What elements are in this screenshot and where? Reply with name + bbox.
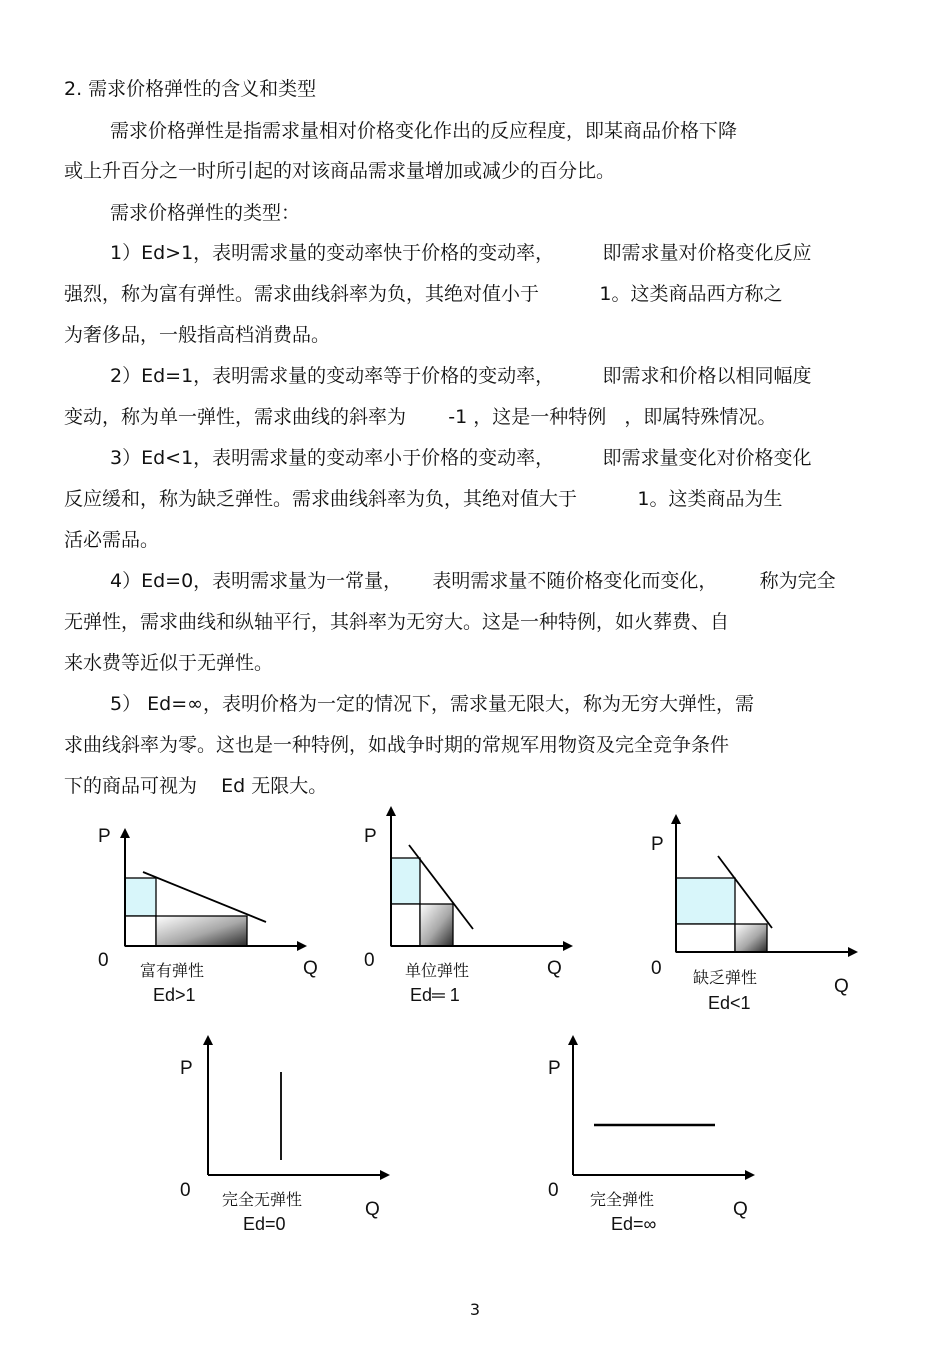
revenue-area-gray <box>735 924 767 952</box>
graph-subcaption: Ed<1 <box>708 993 751 1013</box>
item5-line: 求曲线斜率为零。这也是一种特例，如战争时期的常规军用物资及完全竞争条件 <box>64 734 730 756</box>
item4-line: 来水费等近似于无弹性。 <box>64 652 274 674</box>
q-axis-label: Q <box>365 1199 380 1220</box>
types-intro: 需求价格弹性的类型： <box>110 202 301 224</box>
graph-perfectly-inelastic <box>208 1037 388 1175</box>
item4-line: 无弹性，需求曲线和纵轴平行，其斜率为无穷大。这是一种特例，如火葬费、自 <box>64 611 730 633</box>
item5-line: 5） Ed=∞，表明价格为一定的情况下，需求量无限大，称为无穷大弹性，需 <box>110 693 754 715</box>
p-axis-label: P <box>548 1058 561 1079</box>
p-axis-label: P <box>98 826 111 847</box>
revenue-area-cyan <box>125 878 156 916</box>
revenue-area-cyan <box>676 878 735 924</box>
item1-line: 1）Ed>1，表明需求量的变动率快于价格的变动率， 即需求量对价格变化反应 <box>110 242 812 264</box>
origin-label: 0 <box>98 950 109 971</box>
item5-line: 下的商品可视为 Ed 无限大。 <box>64 775 328 797</box>
graph-caption: 完全弹性 <box>590 1190 655 1209</box>
q-axis-label: Q <box>834 976 849 997</box>
revenue-area-gray <box>156 916 247 946</box>
item1-line: 强烈，称为富有弹性。需求曲线斜率为负，其绝对值小于 1。这类商品西方称之 <box>64 283 783 305</box>
graph-caption: 富有弹性 <box>140 961 205 980</box>
revenue-area-gray <box>420 904 453 946</box>
revenue-area-white <box>125 916 156 946</box>
revenue-area-white <box>391 904 420 946</box>
item3-line: 反应缓和，称为缺乏弹性。需求曲线斜率为负，其绝对值大于 1。这类商品为生 <box>64 488 783 510</box>
p-axis-label: P <box>180 1058 193 1079</box>
q-axis-label: Q <box>547 958 562 979</box>
graph-unit <box>391 808 571 946</box>
graph-subcaption: Ed═ 1 <box>410 985 460 1005</box>
graph-caption: 单位弹性 <box>405 961 470 980</box>
demand-curve <box>143 872 266 922</box>
q-axis-label: Q <box>303 958 318 979</box>
section-heading: 2. 需求价格弹性的含义和类型 <box>64 78 317 100</box>
p-axis-label: P <box>651 834 664 855</box>
revenue-area-cyan <box>391 858 420 904</box>
p-axis-label: P <box>364 826 377 847</box>
origin-label: 0 <box>364 950 375 971</box>
item3-line: 活必需品。 <box>64 529 160 551</box>
revenue-area-white <box>676 924 735 952</box>
graph-perfectly-elastic <box>573 1037 753 1175</box>
item3-line: 3）Ed<1，表明需求量的变动率小于价格的变动率， 即需求量变化对价格变化 <box>110 447 812 469</box>
graph-inelastic <box>676 816 856 952</box>
graph-caption: 缺乏弹性 <box>693 968 758 987</box>
page-number: 3 <box>469 1300 481 1319</box>
origin-label: 0 <box>651 958 662 979</box>
item4-line: 4）Ed=0，表明需求量为一常量， 表明需求量不随价格变化而变化， 称为完全 <box>110 570 836 592</box>
graph-caption: 完全无弹性 <box>222 1190 303 1209</box>
item1-line: 为奢侈品，一般指高档消费品。 <box>64 324 331 346</box>
graph-subcaption: Ed>1 <box>153 985 196 1005</box>
paragraph-line: 或上升百分之一时所引起的对该商品需求量增加或减少的百分比。 <box>64 160 616 182</box>
paragraph-line: 需求价格弹性是指需求量相对价格变化作出的反应程度，即某商品价格下降 <box>110 120 738 142</box>
q-axis-label: Q <box>733 1199 748 1220</box>
graph-subcaption: Ed=0 <box>243 1214 286 1234</box>
graph-elastic <box>125 830 305 946</box>
graph-subcaption: Ed=∞ <box>611 1214 657 1234</box>
origin-label: 0 <box>180 1180 191 1201</box>
origin-label: 0 <box>548 1180 559 1201</box>
item2-line: 2）Ed=1，表明需求量的变动率等于价格的变动率， 即需求和价格以相同幅度 <box>110 365 812 387</box>
item2-line: 变动，称为单一弹性，需求曲线的斜率为 -1 ，这是一种特例 ，即属特殊情况。 <box>64 406 777 428</box>
